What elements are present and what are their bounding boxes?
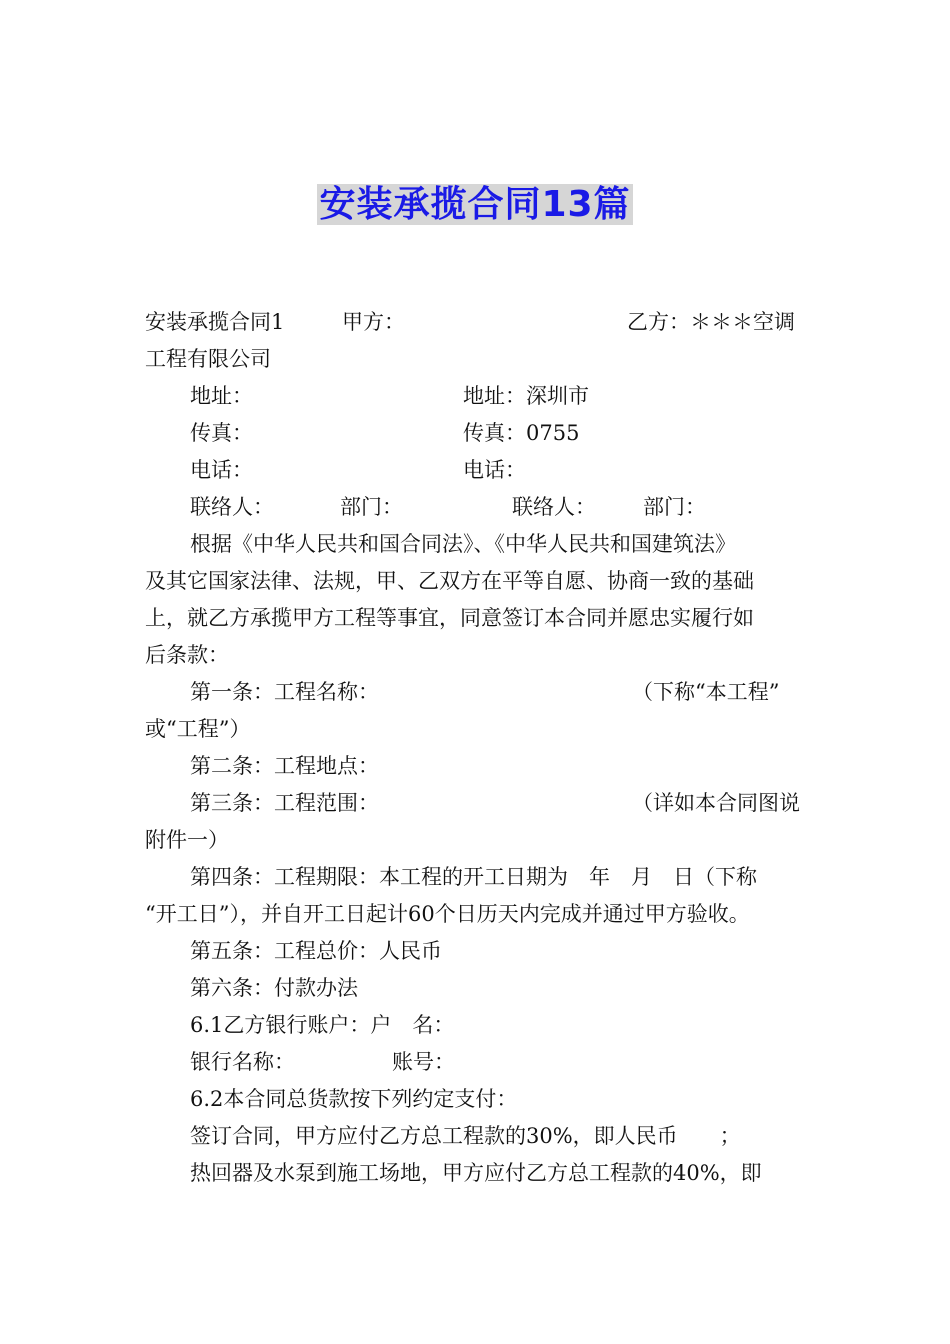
article-1: 第一条：工程名称： [190, 680, 379, 704]
article-2: 第二条：工程地点： [190, 754, 379, 778]
party-a-phone: 电话： [190, 458, 253, 482]
party-b-phone: 电话： [463, 458, 526, 482]
party-b-fax: 传真：0755 [463, 421, 580, 445]
account-number: 账号： [392, 1050, 455, 1074]
payment-term: 签订合同，甲方应付乙方总工程款的30%，即人民币 ； [190, 1124, 741, 1148]
article-3-note: （详如本合同图说 [632, 791, 800, 815]
article-4-cont: “开工日”），并自开工日起计60个日历天内完成并通过甲方验收。 [145, 902, 750, 926]
preamble-line: 后条款： [145, 643, 229, 667]
party-a-contact: 联络人： [190, 495, 274, 519]
party-b-name-cont: 工程有限公司 [145, 347, 271, 371]
bank-name: 银行名称： [190, 1050, 295, 1074]
payment-term: 热回器及水泵到施工场地，甲方应付乙方总工程款的40%，即 [190, 1161, 762, 1185]
article-1-note: （下称“本工程” [632, 680, 780, 704]
preamble-line: 及其它国家法律、法规，甲、乙双方在平等自愿、协商一致的基础 [145, 569, 754, 593]
party-a-department: 部门： [340, 495, 403, 519]
clause-6-2: 6.2本合同总货款按下列约定支付： [190, 1087, 518, 1111]
party-b-address: 地址：深圳市 [463, 384, 589, 408]
article-4: 第四条：工程期限：本工程的开工日期为 年 月 日（下称 [190, 865, 757, 889]
article-6: 第六条：付款办法 [190, 976, 358, 1000]
party-b-contact: 联络人： [512, 495, 596, 519]
article-1-note-cont: 或“工程”） [145, 717, 251, 741]
party-b-label: 乙方：＊＊＊空调 [627, 310, 795, 334]
article-3-note-cont: 附件一） [145, 828, 229, 852]
preamble-line: 根据《中华人民共和国合同法》、《中华人民共和国建筑法》 [190, 532, 736, 556]
party-a-fax: 传真： [190, 421, 253, 445]
article-3: 第三条：工程范围： [190, 791, 379, 815]
title-text: 安装承揽合同13篇 [319, 184, 631, 225]
party-a-label: 甲方： [342, 310, 405, 334]
contract-heading: 安装承揽合同1 [145, 310, 285, 334]
preamble-line: 上，就乙方承揽甲方工程等事宜，同意签订本合同并愿忠实履行如 [145, 606, 754, 630]
article-5: 第五条：工程总价：人民币 [190, 939, 442, 963]
party-b-department: 部门： [643, 495, 706, 519]
party-a-address: 地址： [190, 384, 253, 408]
clause-6-1: 6.1乙方银行账户：户 名： [190, 1013, 455, 1037]
page-title [0, 176, 950, 227]
